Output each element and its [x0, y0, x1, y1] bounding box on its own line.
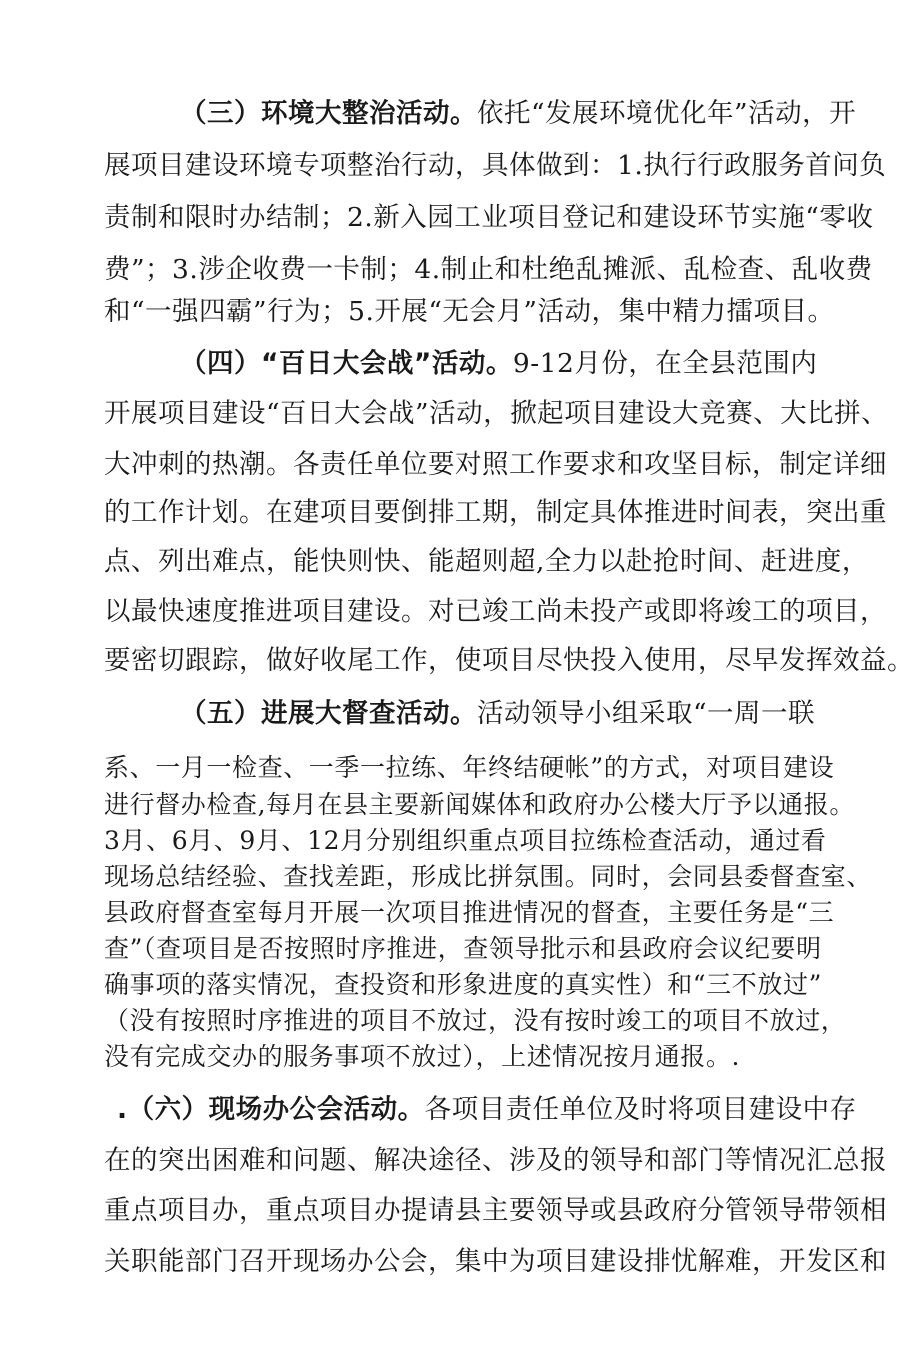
paragraph-line — [104, 1145, 887, 1177]
paragraph-line — [104, 789, 855, 821]
paragraph-line — [104, 752, 834, 784]
paragraph-text: 系、一月一检查、一季一拉练、年终结硬帐”的方式，对项目建设 — [104, 753, 835, 782]
section-heading: .（六）现场办公会活动。 — [117, 1094, 425, 1125]
paragraph-text: 各项目责任单位及时将项目建设中存 — [424, 1094, 857, 1125]
paragraph-text: 大冲刺的热潮。各责任单位要对照工作要求和攻坚目标，制定详细 — [104, 449, 887, 480]
paragraph-text: 点、列出难点，能快则快、能超则超,全力以赴抢时间、赶进度， — [104, 546, 869, 577]
paragraph-text: 费”；3.涉企收费一卡制；4.制止和杜绝乱摊派、乱检查、乱收费 — [104, 254, 873, 285]
paragraph-text: 的工作计划。在建项目要倒排工期，制定具体推进时间表，突出重 — [104, 497, 887, 528]
paragraph-text: 进行督办检查,每月在县主要新闻媒体和政府办公楼大厅予以通报。 — [104, 790, 855, 819]
paragraph-text: 依托“发展环境优化年”活动，开 — [477, 98, 857, 129]
paragraph-line — [104, 202, 873, 234]
paragraph-line — [104, 254, 873, 286]
paragraph-line — [104, 897, 834, 929]
paragraph-text: 9-12月份，在全县范围内 — [512, 348, 818, 379]
section-heading: （四）“百日大会战”活动。 — [180, 348, 513, 379]
paragraph-text: 现场总结经验、查找差距，形成比拼氛围。同时，会同县委督查室、 — [104, 862, 873, 891]
paragraph-text: 重点项目办，重点项目办提请县主要领导或县政府分管领导带领相 — [104, 1195, 887, 1226]
paragraph-line — [104, 398, 888, 430]
paragraph-line — [180, 348, 817, 380]
paragraph-text: 没有完成交办的服务事项不放过），上述情况按月通报。. — [104, 1042, 741, 1071]
paragraph-line — [104, 449, 887, 481]
section-heading: （五）进展大督查活动。 — [180, 698, 477, 729]
paragraph-line — [104, 296, 834, 328]
paragraph-text: 和“一强四霸”行为；5.开展“无会月”活动，集中精力擂项目。 — [104, 296, 835, 327]
paragraph-text: 在的突出困难和问题、解决途径、涉及的领导和部门等情况汇总报 — [104, 1145, 887, 1176]
paragraph-line — [117, 1094, 857, 1126]
paragraph-text: 查”（查项目是否按照时序推进，查领导批示和县政府会议纪要明 — [104, 934, 822, 963]
paragraph-line — [104, 1246, 887, 1278]
paragraph-line — [104, 933, 822, 965]
paragraph-line — [104, 596, 887, 628]
paragraph-text: 3月、6月、9月、12月分别组织重点项目拉练检查活动，通过看 — [104, 826, 827, 855]
paragraph-line — [104, 825, 827, 857]
paragraph-line — [104, 546, 869, 578]
paragraph-line — [104, 1005, 846, 1037]
paragraph-line — [180, 698, 815, 730]
paragraph-line — [104, 969, 822, 1001]
paragraph-text: 要密切跟踪，做好收尾工作，使项目尽快投入使用，尽早发挥效益。 — [104, 645, 914, 676]
paragraph-line — [104, 861, 872, 893]
paragraph-line — [104, 497, 887, 529]
paragraph-line — [180, 98, 856, 130]
paragraph-line — [104, 1041, 740, 1073]
paragraph-line — [104, 150, 886, 182]
paragraph-text: 活动领导小组采取“一周一联 — [477, 698, 816, 729]
paragraph-text: 以最快速度推进项目建设。对已竣工尚未投产或即将竣工的项目， — [104, 596, 887, 627]
paragraph-line — [104, 645, 914, 677]
paragraph-text: 责制和限时办结制；2.新入园工业项目登记和建设环节实施“零收 — [104, 202, 874, 233]
paragraph-text: 关职能部门召开现场办公会，集中为项目建设排忧解难，开发区和 — [104, 1246, 887, 1277]
paragraph-text: 展项目建设环境专项整治行动，具体做到：1.执行行政服务首问负 — [104, 150, 887, 181]
paragraph-text: 县政府督查室每月开展一次项目推进情况的督查，主要任务是“三 — [104, 898, 835, 927]
paragraph-line — [104, 1195, 887, 1227]
paragraph-text: 开展项目建设“百日大会战”活动，掀起项目建设大竞赛、大比拼、 — [104, 398, 889, 429]
paragraph-text: 确事项的落实情况，查投资和形象进度的真实性）和“三不放过” — [104, 970, 822, 999]
section-heading: （三）环境大整治活动。 — [180, 98, 477, 129]
paragraph-text: （没有按照时序推进的项目不放过，没有按时竣工的项目不放过， — [104, 1006, 847, 1035]
